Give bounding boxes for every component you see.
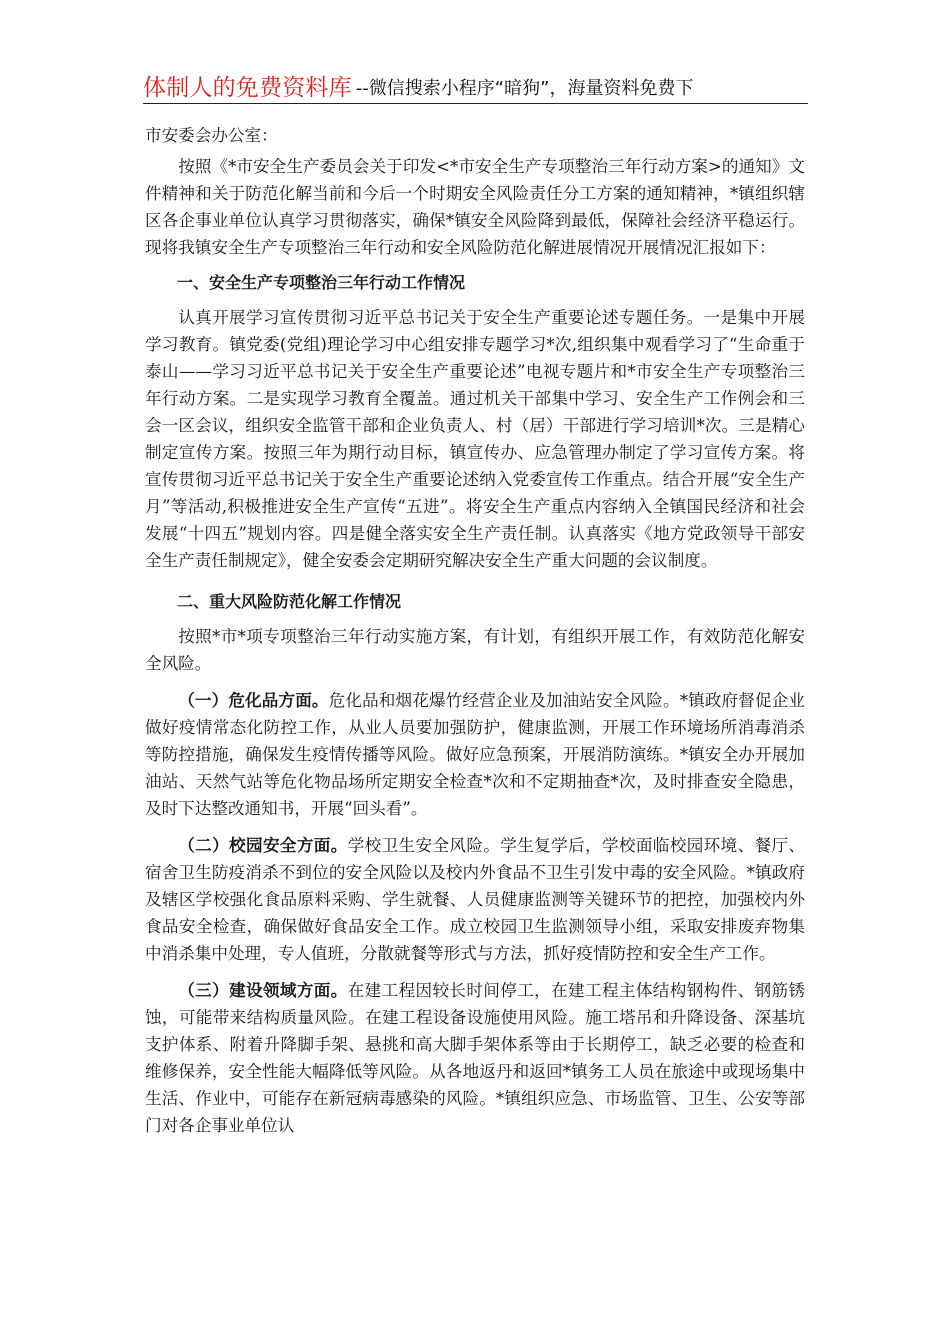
header-divider <box>143 103 808 104</box>
document-body <box>145 122 805 1139</box>
item-2-body: 学校卫生安全风险。学生复学后，学校面临校园环境、餐厅、宿舍卫生防疫消杀不到位的安全风险以及校内外食品不卫生引发中毒的安全风险。*镇政府及辖区学校强化食品原料采购、学生就餐、人员健康监测等关键环节的把控，加强校内外食品安全检查，确保做好食品安全工作。成立校园卫生监测领导小组，采取安排废弃物集中消杀集中处理，专人值班，分散就餐等形式与方法，抓好疫情防控和安全生产工作。 <box>145 836 806 963</box>
header-tagline: --微信搜索小程序“暗狗”，海量资料免费下 <box>355 78 694 99</box>
section-2-heading: 二、重大风险防范化解工作情况 <box>177 592 402 611</box>
salutation: 市安委会办公室： <box>145 126 278 145</box>
section-1-paragraph: 认真开展学习宣传贯彻习近平总书记关于安全生产重要论述专题任务。一是集中开展学习教育。镇党委(党组)理论学习中心组安排专题学习*次,组织集中观看学习了“生命重于泰山——学习习近平总书记关于安全生产重要论述”电视专题片和*市安全生产专项整治三年行动方案。二是实现学习教育全覆盖。通过机关干部集中学习、安全生产工作例会和三会一区会议，组织安全监管干部和企业负责人、村（居）干部进行学习培训*次。三是精心制定宣传方案。按照三年为期行动目标，镇宣传办、应急管理办制定了学习宣传方案。将宣传贯彻习近平总书记关于安全生产重要论述纳入党委宣传工作重点。结合开展“安全生产月”等活动,积极推进安全生产宣传“五进”。将安全生产重点内容纳入全镇国民经济和社会发展“十四五”规划内容。四是健全落实安全生产责任制。认真落实《地方党政领导干部安全生产责任制规定》，健全安委会定期研究解决安全生产重大问题的会议制度。 <box>145 308 805 570</box>
item-1-body: 危化品和烟花爆竹经营企业及加油站安全风险。*镇政府督促企业做好疫情常态化防控工作，从业人员要加强防护，健康监测，开展工作环境场所消毒消杀等防控措施，确保发生疫情传播等风险。做好应急预案，开展消防演练。*镇安全办开展加油站、天然气站等危化物品场所定期安全检查*次和不定期抽查*次，及时排查安全隐患，及时下达整改通知书，开展“回头看”。 <box>145 691 806 818</box>
item-1-lead: （一）危化品方面。 <box>178 690 329 710</box>
page-header <box>143 72 808 102</box>
section-1-heading: 一、安全生产专项整治三年行动工作情况 <box>177 273 466 292</box>
header-brand: 体制人的免费资料库 <box>143 75 352 101</box>
intro-paragraph: 按照《*市安全生产委员会关于印发<*市安全生产专项整治三年行动方案>的通知》文件精神和关于防范化解当前和今后一个时期安全风险责任分工方案的通知精神，*镇组织辖区各企事业单位认真学习贯彻落实，确保*镇安全风险降到最低，保障社会经济平稳运行。现将我镇安全生产专项整治三年行动和安全风险防范化解进展情况开展情况汇报如下： <box>145 157 805 257</box>
item-3-paragraph <box>145 977 805 1139</box>
item-3-body: 在建工程因较长时间停工，在建工程主体结构钢构件、钢筋锈蚀，可能带来结构质量风险。在建工程设备设施使用风险。施工塔吊和升降设备、深基坑支护体系、附着升降脚手架、悬挑和高大脚手架体系等由于长期停工，缺乏必要的检查和维修保养，安全性能大幅降低等风险。从各地返丹和返回*镇务工人员在旅途中或现场集中生活、作业中，可能存在新冠病毒感染的风险。*镇组织应急、市场监管、卫生、公安等部门对各企事业单位认 <box>145 981 806 1135</box>
item-3-lead: （三）建设领域方面。 <box>178 980 348 1000</box>
item-2-lead: （二）校园安全方面。 <box>178 835 348 855</box>
section-2-intro-paragraph: 按照*市*项专项整治三年行动实施方案，有计划，有组织开展工作，有效防范化解安全风险。 <box>145 627 805 673</box>
item-2-paragraph <box>145 832 805 967</box>
item-1-paragraph <box>145 687 805 822</box>
